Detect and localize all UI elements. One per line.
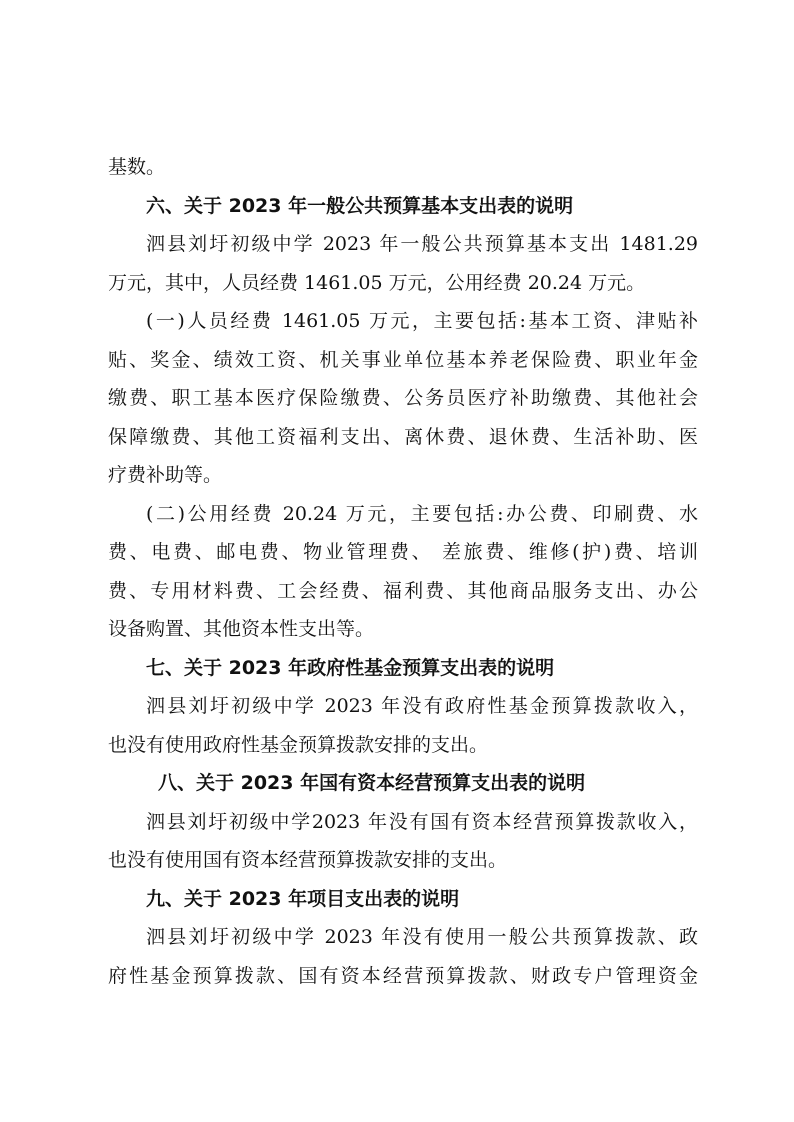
text-line: 万元，其中，人员经费 1461.05 万元，公用经费 20.24 万元。 xyxy=(108,271,646,294)
text-line: 也没有使用政府性基金预算拨款安排的支出。 xyxy=(108,733,489,756)
text-line: 疗费补助等。 xyxy=(108,464,223,486)
text-line: 贴、奖金、绩效工资、机关事业单位基本养老保险费、职业年金 xyxy=(108,348,698,371)
text-line: 费、电费、邮电费、物业管理费、 差旅费、维修(护)费、培训 xyxy=(108,541,698,563)
text-line: 缴费、职工基本医疗保险缴费、公务员医疗补助缴费、其他社会 xyxy=(108,387,698,409)
text-line: 泗县刘圩初级中学 2023 年没有使用一般公共预算拨款、政 xyxy=(146,926,698,948)
text-line: 保障缴费、其他工资福利支出、离休费、退休费、生活补助、医 xyxy=(108,425,698,448)
section-heading-6: 六、关于 2023 年一般公共预算基本支出表的说明 xyxy=(146,194,574,217)
text-line: 府性基金预算拨款、国有资本经营预算拨款、财政专户管理资金 xyxy=(108,964,698,987)
text-line: 费、专用材料费、工会经费、福利费、其他商品服务支出、办公 xyxy=(108,579,698,602)
text-line: 也没有使用国有资本经营预算拨款安排的支出。 xyxy=(108,849,508,871)
section-heading-9: 九、关于 2023 年项目支出表的说明 xyxy=(146,887,460,910)
text-line: 泗县刘圩初级中学2023 年没有国有资本经营预算拨款收入， xyxy=(146,810,698,833)
section-heading-8: 八、关于 2023 年国有资本经营预算支出表的说明 xyxy=(158,772,586,794)
text-line: 设备购置、其他资本性支出等。 xyxy=(108,618,375,640)
section-heading-7: 七、关于 2023 年政府性基金预算支出表的说明 xyxy=(146,656,555,679)
text-line: 基数。 xyxy=(108,156,166,178)
text-line: (二)公用经费 20.24 万元，主要包括:办公费、印刷费、水 xyxy=(146,502,698,525)
text-line: 泗县刘圩初级中学 2023 年一般公共预算基本支出 1481.29 xyxy=(146,233,698,255)
text-line: 泗县刘圩初级中学 2023 年没有政府性基金预算拨款收入， xyxy=(146,695,698,717)
text-line: (一)人员经费 1461.05 万元，主要包括:基本工资、津贴补 xyxy=(146,310,698,332)
document-body xyxy=(108,148,698,995)
